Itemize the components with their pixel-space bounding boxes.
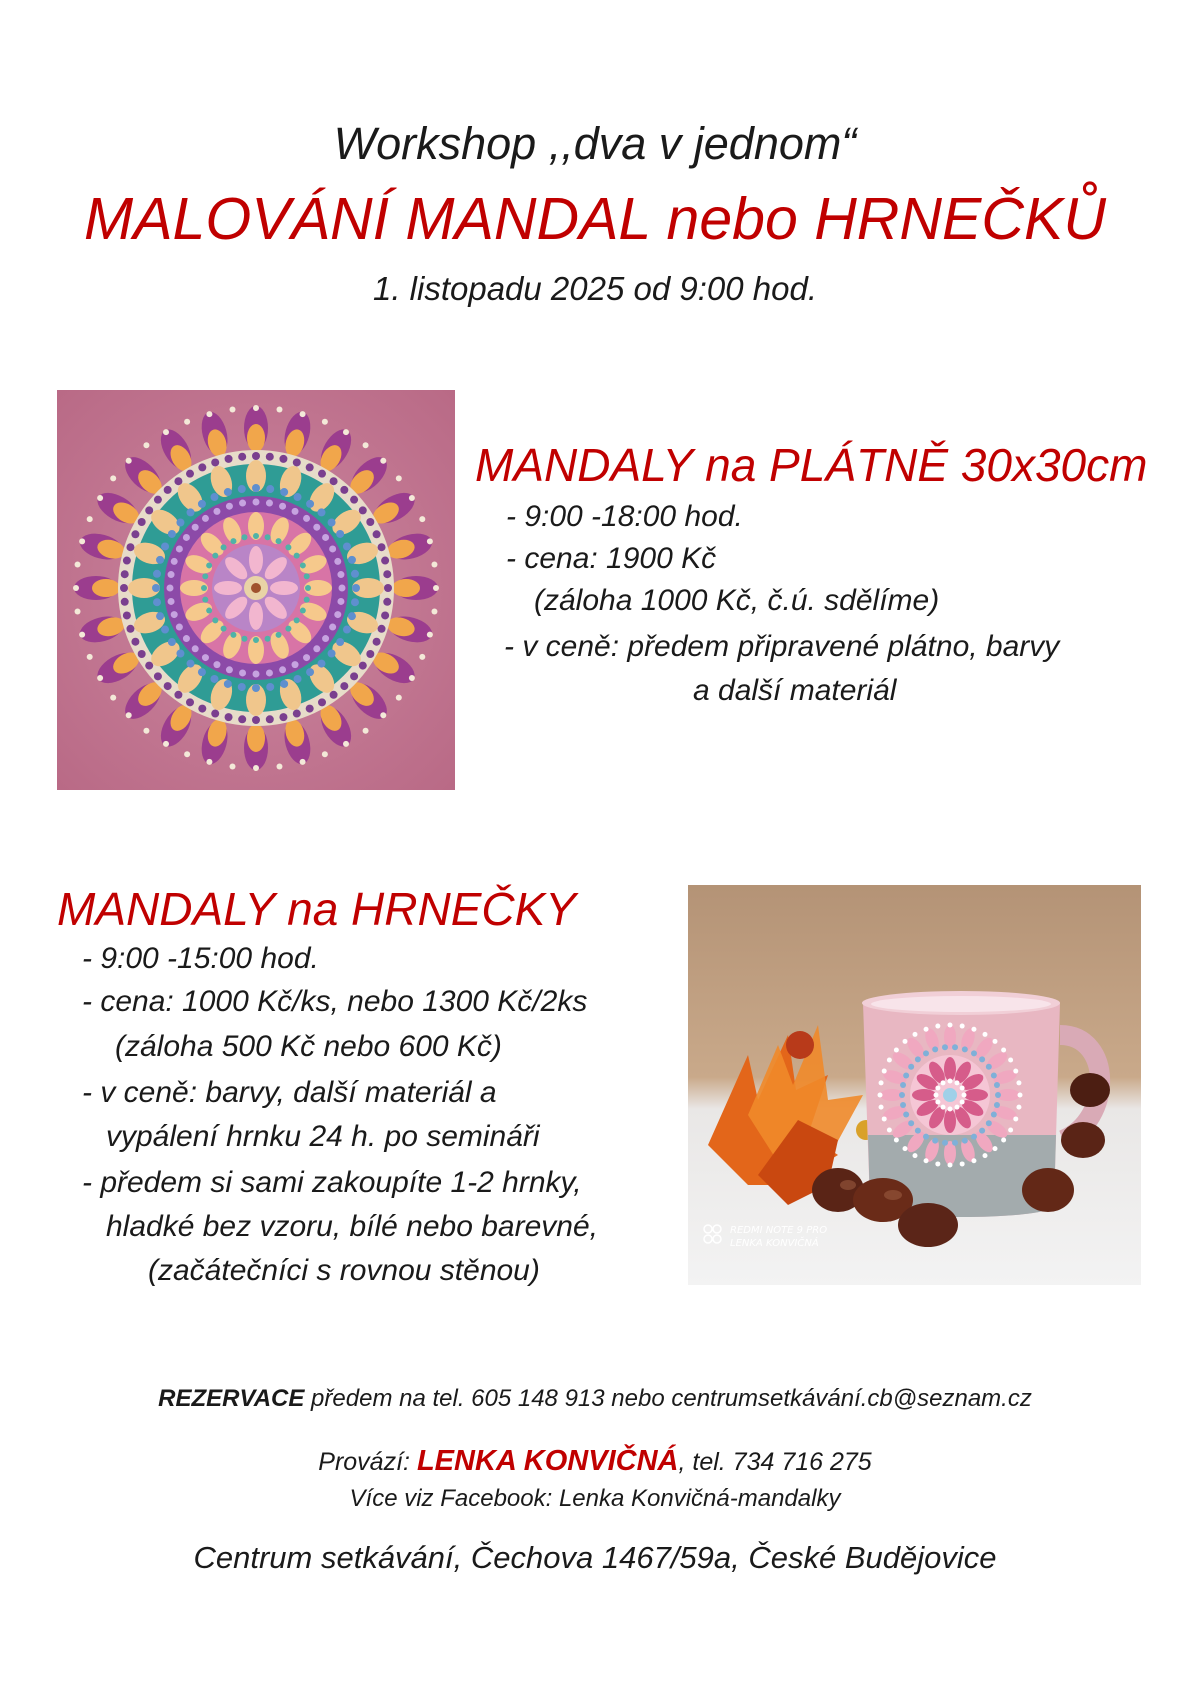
mug-included-cont: vypálení hrnku 24 h. po semináři — [106, 1120, 540, 1153]
canvas-time: - 9:00 -18:00 hod. — [506, 500, 743, 533]
guide-phone: , tel. 734 716 275 — [678, 1448, 872, 1476]
reservation-contact: předem na tel. 605 148 913 nebo centrumsetkávání.cb@seznam.cz — [304, 1385, 1032, 1412]
page-title: MALOVÁNÍ MANDAL nebo HRNEČKŮ — [84, 186, 1106, 252]
reservation-label: REZERVACE — [158, 1385, 305, 1412]
mug-buy-note-cont: hladké bez vzoru, bílé nebo barevné, — [106, 1210, 598, 1243]
mug-time: - 9:00 -15:00 hod. — [82, 942, 319, 975]
canvas-price: - cena: 1900 Kč — [506, 542, 717, 575]
guide-line — [0, 1445, 1190, 1478]
mug-photo — [688, 885, 1141, 1285]
mug-section-title: MANDALY na HRNEČKY — [57, 883, 576, 935]
workshop-subtitle: Workshop ,,dva v jednom“ — [333, 118, 857, 169]
mug-deposit: (záloha 500 Kč nebo 600 Kč) — [115, 1030, 502, 1063]
canvas-section-title: MANDALY na PLÁTNĚ 30x30cm — [475, 439, 1148, 491]
mandala-canvas-photo — [57, 390, 455, 790]
mug-buy-note: - předem si sami zakoupíte 1-2 hrnky, — [82, 1166, 582, 1199]
mug-included: - v ceně: barvy, další materiál a — [82, 1076, 497, 1109]
event-date: 1. listopadu 2025 od 9:00 hod. — [372, 270, 818, 307]
canvas-deposit: (záloha 1000 Kč, č.ú. sdělíme) — [534, 584, 940, 617]
watermark-device: REDMI NOTE 9 PRO — [730, 1225, 828, 1236]
venue-address: Centrum setkávání, Čechova 1467/59a, České Budějovice — [193, 1540, 997, 1575]
canvas-included-cont: a další materiál — [693, 674, 897, 707]
facebook-info: Více viz Facebook: Lenka Konvičná-mandalky — [349, 1485, 841, 1512]
canvas-included: - v ceně: předem připravené plátno, barvy — [504, 630, 1060, 663]
watermark-author: LENKA KONVIČNÁ — [730, 1238, 819, 1249]
guide-prefix: Provází: — [318, 1448, 417, 1476]
mug-beginners-note: (začátečníci s rovnou stěnou) — [148, 1254, 540, 1287]
mug-price: - cena: 1000 Kč/ks, nebo 1300 Kč/2ks — [82, 985, 588, 1018]
reservation-line — [0, 1385, 1190, 1413]
guide-name: LENKA KONVIČNÁ — [416, 1445, 679, 1477]
